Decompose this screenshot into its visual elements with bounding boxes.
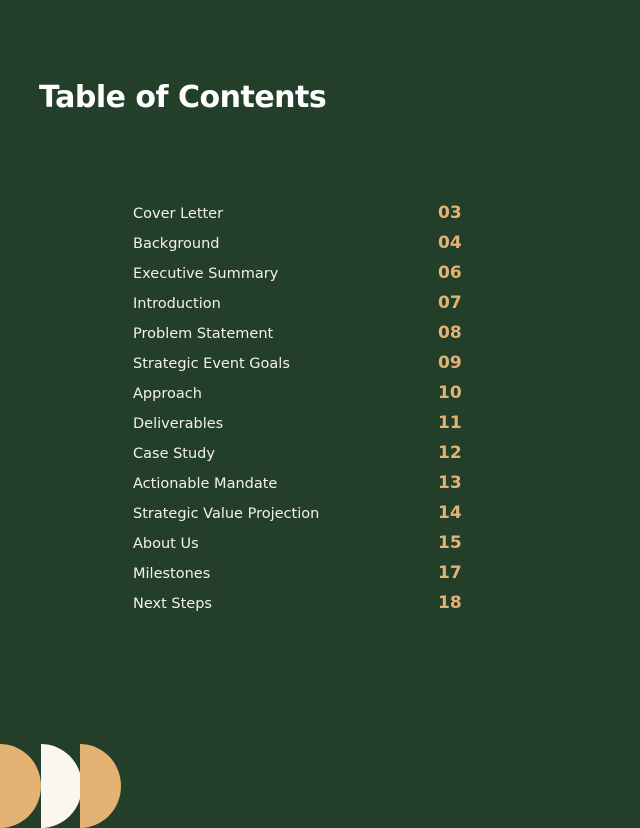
toc-item-page-number: 06 [438, 263, 462, 283]
toc-item-case-study[interactable] [132, 439, 472, 469]
toc-item-label: Background [133, 236, 220, 252]
toc-item-label: Deliverables [133, 416, 224, 432]
decorative-half-circles [0, 744, 124, 828]
toc-item-next-steps[interactable] [132, 589, 472, 619]
half-circle-shape-cream [41, 744, 82, 828]
toc-item-label: Actionable Mandate [133, 476, 278, 492]
toc-item-executive-summary[interactable] [132, 259, 472, 289]
toc-item-cover-letter[interactable] [132, 199, 472, 229]
toc-item-page-number: 12 [438, 443, 462, 463]
toc-item-strategic-event-goals[interactable] [132, 349, 472, 379]
toc-item-actionable-mandate[interactable] [132, 469, 472, 499]
toc-item-label: Strategic Value Projection [133, 506, 320, 522]
half-circle-shape-tan-left [0, 744, 41, 828]
toc-item-page-number: 08 [438, 323, 462, 343]
toc-item-label: Milestones [133, 566, 211, 582]
toc-item-label: Strategic Event Goals [133, 356, 290, 372]
toc-item-strategic-value-projection[interactable] [132, 499, 472, 529]
toc-item-background[interactable] [132, 229, 472, 259]
toc-item-page-number: 17 [438, 563, 462, 583]
toc-item-label: Case Study [133, 446, 215, 462]
toc-item-label: Cover Letter [133, 206, 224, 222]
toc-item-page-number: 14 [438, 503, 462, 523]
toc-item-page-number: 15 [438, 533, 462, 553]
toc-item-page-number: 03 [438, 203, 462, 223]
toc-item-page-number: 18 [438, 593, 462, 613]
half-circle-shape-tan-right [80, 744, 121, 828]
toc-item-page-number: 11 [438, 413, 462, 433]
toc-item-page-number: 09 [438, 353, 462, 373]
toc-item-page-number: 10 [438, 383, 462, 403]
toc-item-page-number: 13 [438, 473, 462, 493]
page-title: Table of Contents [39, 80, 327, 115]
toc-item-introduction[interactable] [132, 289, 472, 319]
toc-item-label: Next Steps [133, 596, 212, 612]
toc-item-page-number: 07 [438, 293, 462, 313]
toc-item-about-us[interactable] [132, 529, 472, 559]
toc-item-milestones[interactable] [132, 559, 472, 589]
toc-item-page-number: 04 [438, 233, 462, 253]
toc-item-deliverables[interactable] [132, 409, 472, 439]
toc-item-label: About Us [133, 536, 199, 552]
toc-item-label: Approach [133, 386, 202, 402]
toc-item-label: Problem Statement [133, 326, 274, 342]
toc-item-label: Executive Summary [133, 266, 279, 282]
table-of-contents [132, 199, 472, 613]
toc-item-problem-statement[interactable] [132, 319, 472, 349]
toc-item-label: Introduction [133, 296, 221, 312]
toc-item-approach[interactable] [132, 379, 472, 409]
